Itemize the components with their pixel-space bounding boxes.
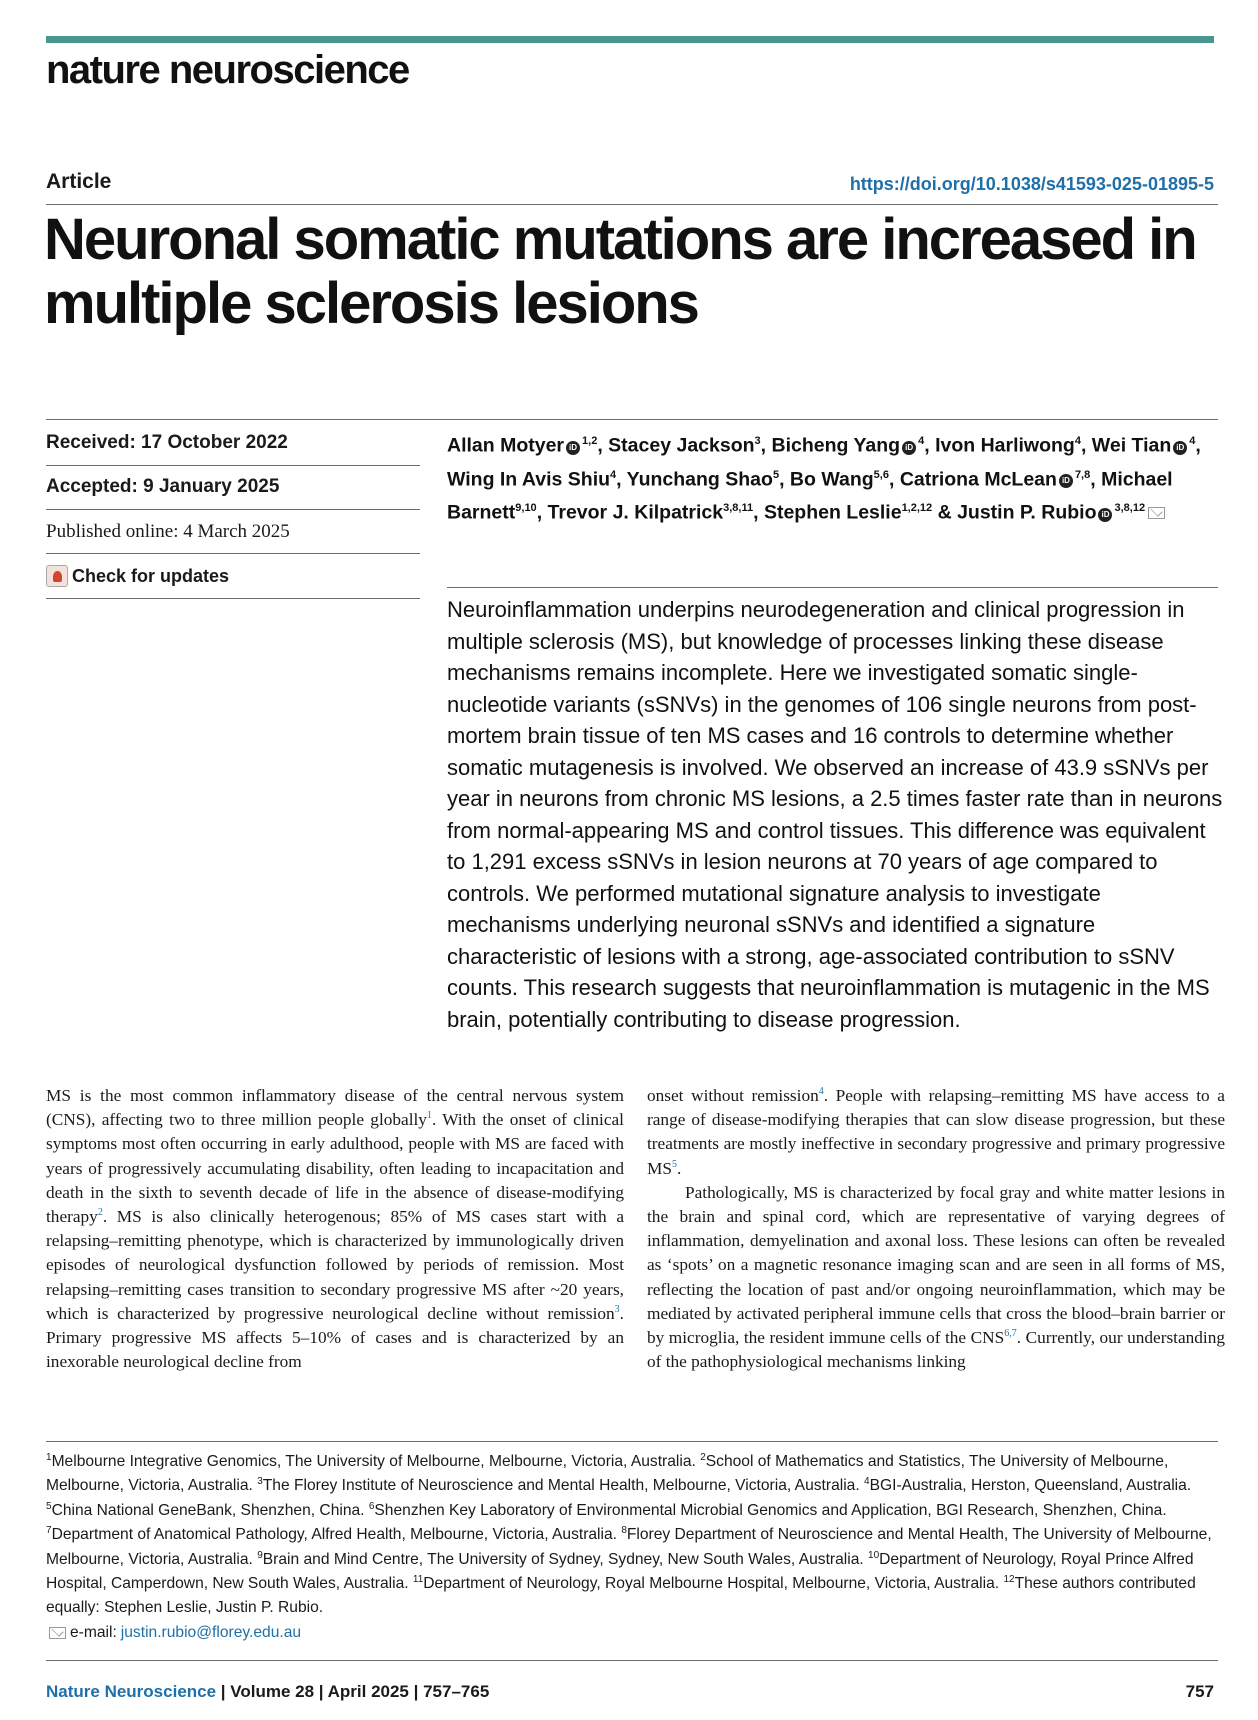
citation-ref[interactable]: 4: [818, 1086, 824, 1098]
dates-divider: [46, 509, 420, 510]
author-name: Ivon Harliwong: [935, 434, 1075, 457]
body-text: onset without remission: [647, 1086, 819, 1105]
author-affiliation: 3,8,12: [1114, 502, 1146, 514]
email-label: e-mail:: [70, 1623, 117, 1641]
page-number: 757: [1185, 1682, 1214, 1701]
orcid-icon[interactable]: iD: [566, 441, 580, 455]
author-name: Catriona McLean: [899, 468, 1057, 490]
author-separator: &: [932, 501, 958, 524]
affiliation-text: These authors contributed equally: Stephen Leslie, Justin P. Rubio.: [46, 1575, 1196, 1617]
author-name: Trevor J. Kilpatrick: [547, 501, 724, 524]
affiliation-text: Department of Neurology, Royal Melbourne Hospital, Melbourne, Victoria, Australia.: [423, 1575, 1004, 1593]
author-name: Wei Tian: [1091, 434, 1172, 457]
email-link[interactable]: justin.rubio@florey.edu.au: [120, 1623, 302, 1641]
body-text: . People with relapsing–remitting MS have access to a range of disease-modifying therapies that can slow disease progression, but these treatments are mostly ineffective in secondary progressive and primary progressive MS: [647, 1086, 1225, 1178]
orcid-icon[interactable]: iD: [1059, 474, 1073, 488]
author-name: Bicheng Yang: [771, 434, 901, 457]
author-separator: ,: [888, 468, 900, 490]
affiliation-number: 4: [864, 1476, 870, 1488]
affiliation-number: 3: [257, 1476, 263, 1488]
body-paragraph: [647, 1181, 1225, 1375]
received-date: Received: 17 October 2022: [46, 432, 288, 453]
author-name: Stacey Jackson: [608, 434, 755, 457]
doi-link[interactable]: https://doi.org/10.1038/s41593-025-01895-5: [849, 174, 1214, 194]
check-updates-label: Check for updates: [72, 565, 230, 586]
affiliation-number: 12: [1003, 1573, 1015, 1585]
author-affiliation: 3: [754, 435, 761, 447]
author-separator: ,: [597, 434, 609, 457]
author-name: Wing In Avis Shiu: [447, 468, 611, 490]
author-affiliation: 7,8: [1074, 468, 1091, 481]
body-column-right: [647, 1084, 1225, 1374]
affiliation-text: Shenzhen Key Laboratory of Environmental Microbial Genomics and Application, BGI Research, Shenzhen, China.: [374, 1501, 1167, 1519]
orcid-icon[interactable]: iD: [1173, 441, 1187, 455]
check-updates-icon: [46, 565, 68, 587]
author-affiliation: 5: [772, 468, 780, 481]
affiliation-text: BGI-Australia, Herston, Queensland, Australia.: [869, 1477, 1192, 1495]
author-affiliation: 4: [610, 468, 617, 481]
footer-details: | Volume 28 | April 2025 | 757–765: [216, 1682, 490, 1701]
author-name: Justin P. Rubio: [957, 501, 1097, 524]
author-affiliation: 3,8,11: [723, 502, 754, 514]
affiliation-number: 6: [368, 1500, 375, 1512]
citation-ref[interactable]: 3: [614, 1304, 620, 1316]
citation-ref[interactable]: 6,7: [1004, 1328, 1017, 1340]
affiliation-text: The Florey Institute of Neuroscience and Mental Health, Melbourne, Victoria, Australia.: [262, 1477, 865, 1495]
affiliation-text: Brain and Mind Centre, The University of Sydney, Sydney, New South Wales, Australia.: [262, 1550, 869, 1568]
author-list: [447, 427, 1217, 528]
affiliation-number: 5: [46, 1500, 52, 1512]
title-rule: [46, 204, 1218, 205]
envelope-icon: [49, 1627, 66, 1639]
affiliation-text: Florey Department of Neuroscience and Mental Health, The University of Melbourne, Melbourne, Victoria, Australia.: [46, 1526, 1212, 1568]
body-column-left: [46, 1084, 624, 1374]
author-separator: ,: [536, 501, 548, 524]
footer-citation: [46, 1682, 489, 1702]
body-text: . With the onset of clinical symptoms most often occurring in early adulthood, people with MS are faced with years of progressively accumulating disability, often leading to incapacitation and death in the sixth to seventh decade of life in the absence of disease-modifying therapy: [46, 1110, 624, 1227]
affiliation-text: Department of Anatomical Pathology, Alfred Health, Melbourne, Victoria, Australia.: [51, 1526, 622, 1544]
body-text: Pathologically, MS is characterized by focal gray and white matter lesions in the brain and spinal cord, which are representative of varying degrees of inflammation, demyelination and axonal loss. These lesions can often be revealed as ‘spots’ on a magnetic resonance imaging scan and are seen in all forms of MS, reflecting the location of past and/or ongoing neuroinflammation, which may be mediated by activated peripheral immune cells that cross the blood–brain barrier or by microglia, the resident immune cells of the CNS: [647, 1182, 1225, 1348]
author-affiliation: 1,2,12: [901, 502, 933, 514]
body-text: MS is the most common inflammatory disease of the central nervous system (CNS), affecting two to three million people globally: [46, 1086, 624, 1130]
affiliation-number: 1: [46, 1451, 52, 1463]
citation-ref[interactable]: 5: [671, 1158, 677, 1170]
body-text: . MS is also clinically heterogenous; 85% of MS cases start with a relapsing–remitting phenotype, which is characterized by immunologically driven episodes of neurological dysfunction followed by periods of remission. Most relapsing–remitting cases transition to secondary progressive MS after ~20 years, which is characterized by progressive neurological decline without remission: [46, 1207, 624, 1323]
affiliations-rule: [46, 1441, 1218, 1442]
affiliation-number: 11: [412, 1573, 424, 1585]
affiliation-number: 10: [868, 1549, 880, 1561]
author-name: Michael Barnett: [447, 468, 1173, 524]
top-accent-bar: [46, 36, 1214, 43]
author-name: Allan Motyer: [447, 434, 565, 457]
affiliation-number: 7: [46, 1525, 52, 1537]
accepted-date: Accepted: 9 January 2025: [46, 476, 280, 497]
body-text: .: [676, 1158, 682, 1178]
author-separator: ,: [1080, 434, 1092, 457]
affiliations: [46, 1450, 1218, 1645]
body-paragraph: [647, 1084, 1225, 1181]
body-text: . Currently, our understanding of the pathophysiological mechanisms linking: [647, 1328, 1226, 1372]
author-separator: ,: [1090, 468, 1102, 490]
affiliation-text: School of Mathematics and Statistics, The University of Melbourne, Melbourne, Victoria, Australia.: [46, 1453, 1169, 1495]
dates-divider: [46, 465, 420, 466]
author-separator: ,: [760, 434, 772, 457]
affiliation-text: Department of Neurology, Royal Prince Alfred Hospital, Camperdown, New South Wales, Australia.: [46, 1550, 1194, 1593]
dates-divider: [46, 598, 420, 599]
abstract: Neuroinflammation underpins neurodegeneration and clinical progression in multiple sclerosis (MS), but knowledge of processes linking these disease mechanisms remains incomplete. Here we investigated somatic single-nucleotide variants (sSNVs) in the genomes of 106 single neurons from post-mortem brain tissue of ten MS cases and 16 controls to determine whether somatic mutagenesis is involved. We observed an increase of 43.9 sSNVs per year in neurons from chronic MS lesions, a 2.5 times faster rate than in neurons from normal-appearing MS and control tissues. This difference was equivalent to 1,291 excess sSNVs in lesion neurons at 70 years of age compared to controls. We performed mutational signature analysis to investigate mechanisms underlying neuronal sSNVs and identified a signature characteristic of lesions with a strong, age-associated contribution to sSNV counts. This research suggests that neuroinflammation is mutagenic in the MS brain, potentially contributing to disease progression.: [447, 597, 1223, 1032]
author-affiliation: 5,6: [873, 468, 889, 481]
article-title: Neuronal somatic mutations are increased in multiple sclerosis lesions: [44, 207, 1196, 336]
footer-rule: [46, 1660, 1218, 1661]
author-affiliation: 4: [1074, 435, 1081, 447]
author-separator: ,: [616, 468, 627, 490]
author-affiliation: 4: [918, 435, 925, 447]
envelope-icon[interactable]: [1148, 507, 1165, 519]
author-name: Bo Wang: [789, 468, 874, 490]
email-line: [46, 1621, 1218, 1645]
dates-divider: [46, 553, 420, 554]
author-affiliation: 1,2: [582, 435, 598, 447]
affiliation-number: 8: [621, 1525, 627, 1537]
footer-journal-name: Nature Neuroscience: [46, 1682, 217, 1701]
abstract-rule: [447, 587, 1218, 588]
citation-ref[interactable]: 1: [426, 1110, 432, 1122]
author-affiliation: 4: [1189, 435, 1196, 447]
header-rule: [46, 419, 1218, 420]
author-separator: ,: [753, 501, 764, 524]
author-name: Yunchang Shao: [626, 468, 773, 490]
orcid-icon[interactable]: iD: [1098, 508, 1112, 522]
author-separator: ,: [924, 434, 936, 457]
affiliation-number: 2: [700, 1451, 706, 1463]
affiliation-number: 9: [257, 1549, 263, 1561]
check-updates-button[interactable]: [46, 565, 229, 587]
orcid-icon[interactable]: iD: [902, 441, 916, 455]
published-date: Published online: 4 March 2025: [46, 521, 290, 542]
affiliation-text: Melbourne Integrative Genomics, The University of Melbourne, Melbourne, Victoria, Australia.: [51, 1453, 701, 1470]
affiliation-text: China National GeneBank, Shenzhen, China.: [51, 1501, 369, 1519]
journal-logo: nature neuroscience: [46, 48, 409, 92]
affiliation-list: [46, 1450, 1218, 1621]
body-text: . Primary progressive MS affects 5–10% of cases and is characterized by an inexorable neurological decline from: [46, 1303, 624, 1372]
author-separator: ,: [779, 468, 790, 490]
author-separator: ,: [1195, 434, 1201, 457]
article-type-label: Article: [46, 170, 112, 193]
citation-ref[interactable]: 2: [97, 1207, 103, 1219]
author-affiliation: 9,10: [515, 502, 537, 514]
author-name: Stephen Leslie: [763, 501, 902, 524]
